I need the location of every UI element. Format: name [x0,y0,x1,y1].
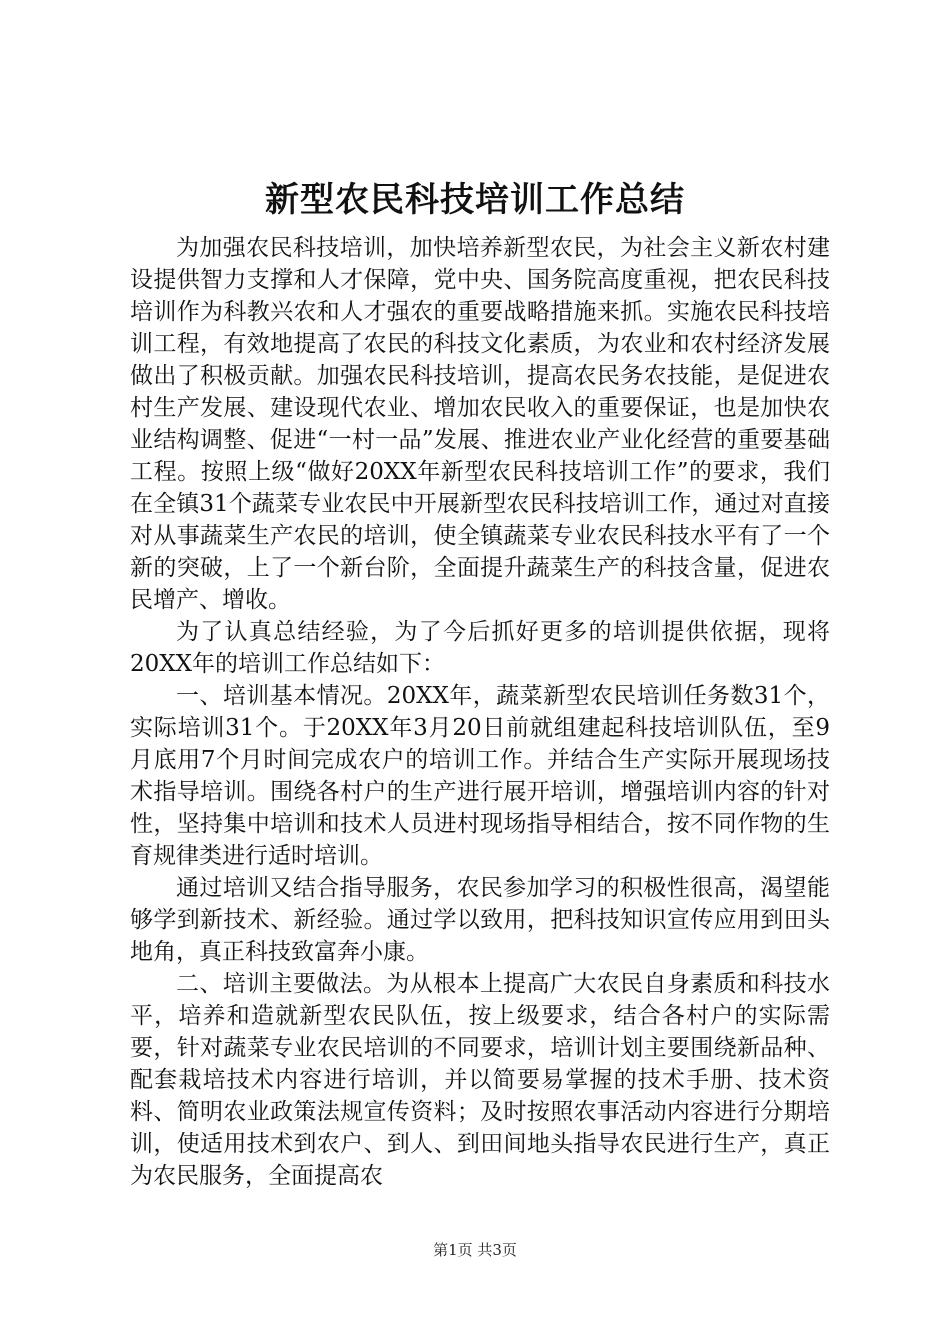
paragraph-summary-lead: 为了认真总结经验，为了今后抓好更多的培训提供依据，现将20XX年的培训工作总结如下： [130,619,830,677]
document-title: 新型农民科技培训工作总结 [265,180,685,220]
page-footer: 第1页 共3页 [433,1241,517,1259]
document-body [130,232,830,1192]
paragraph-intro: 为加强农民科技培训，加快培养新型农民，为社会主义新农村建设提供智力支撑和人才保障，党中央、国务院高度重视，把农民科技培训作为科教兴农和人才强农的重要战略措施来抓。实施农民科技培训工程，有效地提高了农民的科技文化素质，为农业和农村经济发展做出了积极贡献。加强农民科技培训，提高农民务农技能，是促进农村生产发展、建设现代农业、增加农民收入的重要保证，也是加快农业结构调整、促进“一村一品”发展、推进农业产业化经营的重要基础工程。按照上级“做好20XX年新型农民科技培训工作”的要求，我们在全镇31个蔬菜专业农民中开展新型农民科技培训工作，通过对直接对从事蔬菜生产农民的培训，使全镇蔬菜专业农民科技水平有了一个新的突破，上了一个新台阶，全面提升蔬菜生产的科技含量，促进农民增产、增收。 [130,235,830,613]
paragraph-guidance: 通过培训又结合指导服务，农民参加学习的积极性很高，渴望能够学到新技术、新经验。通过学以致用，把科技知识宣传应用到田头地角，真正科技致富奔小康。 [130,875,830,965]
paragraph-section-1: 一、培训基本情况。20XX年，蔬菜新型农民培训任务数31个，实际培训31个。于20XX年3月20日前就组建起科技培训队伍，至9月底用7个月时间完成农户的培训工作。并结合生产实际开展现场技术指导培训。围绕各村户的生产进行展开培训，增强培训内容的针对性，坚持集中培训和技术人员进村现场指导相结合，按不同作物的生育规律类进行适时培训。 [130,683,830,869]
paragraph-section-2: 二、培训主要做法。为从根本上提高广大农民自身素质和科技水平，培养和造就新型农民队伍，按上级要求，结合各村户的实际需要，针对蔬菜专业农民培训的不同要求，培训计划主要围绕新品种、配套栽培技术内容进行培训，并以简要易掌握的技术手册、技术资料、简明农业政策法规宣传资料；及时按照农事活动内容进行分期培训，使适用技术到农户、到人、到田间地头指导农民进行生产，真正为农民服务，全面提高农 [130,971,830,1189]
